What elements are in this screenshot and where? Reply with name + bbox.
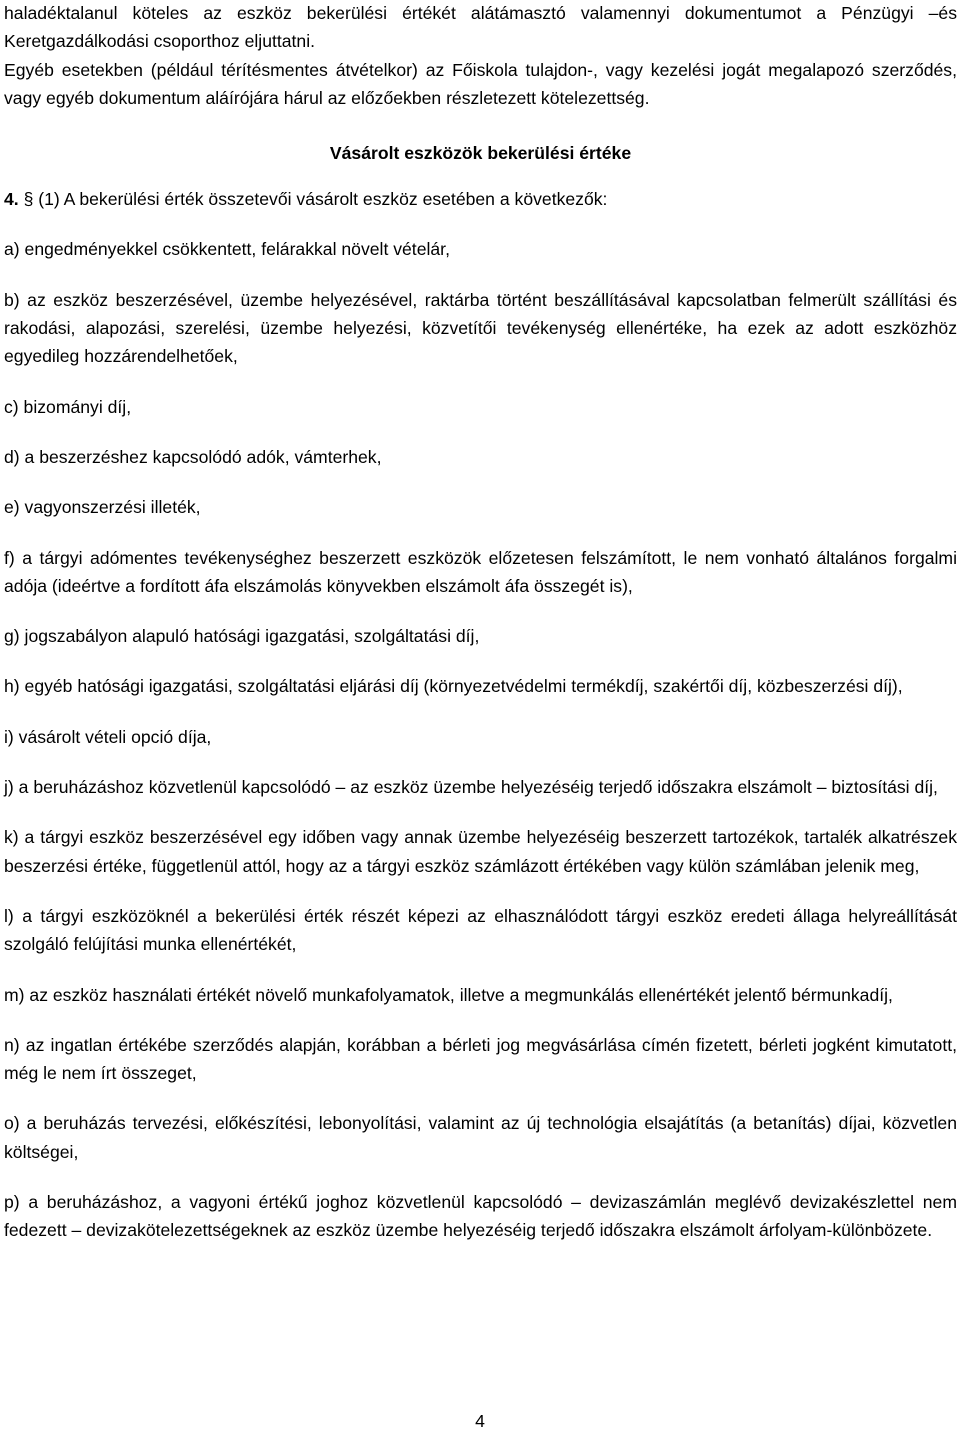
list-item-n: n) az ingatlan értékébe szerződés alapján, korábban a bérleti jog megvásárlása címén fizetett, bérleti jogként kimutatott, még le nem írt összeget, <box>4 1034 957 1084</box>
list-item-j: j) a beruházáshoz közvetlenül kapcsolódó – az eszköz üzembe helyezéséig terjedő időszakra elszámolt – biztosítási díj, <box>4 777 938 798</box>
document-body <box>4 0 957 1245</box>
list-item-e: e) vagyonszerzési illeték, <box>4 497 201 518</box>
list-item-c: c) bizományi díj, <box>4 396 132 417</box>
intro-paragraph-1: haladéktalanul köteles az eszköz bekerülési értékét alátámasztó valamennyi dokumentumot a Pénzügyi –és Keretgazdálkodási csoporthoz eljuttatni. <box>4 3 957 52</box>
section-lead-text: (1) A bekerülési érték összetevői vásárolt eszköz esetében a következők: <box>38 189 608 210</box>
list-item-h: h) egyéb hatósági igazgatási, szolgáltatási eljárási díj (környezetvédelmi termékdíj, szakértői díj, közbeszerzési díj), <box>4 676 903 697</box>
list-item-b: b) az eszköz beszerzésével, üzembe helyezésével, raktárba történt beszállításával kapcsolatban felmerült szállítási és rakodási, alapozási, szerelési, üzembe helyezési, közvetítői tevékenység ellenértéke, ha ezek az adott eszközhöz egyedileg hozzárendelhetőek, <box>4 289 957 367</box>
intro-paragraph-2: Egyéb esetekben (például térítésmentes átvételkor) az Főiskola tulajdon-, vagy kezelési jogát megalapozó szerződés, vagy egyéb dokumentum aláírójára hárul az előzőekben részletezett kötelezettség. <box>4 59 957 108</box>
list-item-p: p) a beruházáshoz, a vagyoni értékű joghoz közvetlenül kapcsolódó – devizaszámlán meglévő devizakészlettel nem fedezett – devizakötelezettségeknek az eszköz üzembe helyezéséig terjedő időszakra elszámolt árfolyam-különbözete. <box>4 1192 957 1241</box>
page-number: 4 <box>475 1411 485 1431</box>
section-lead-paragraph <box>4 185 957 213</box>
list-item-f: f) a tárgyi adómentes tevékenységhez beszerzett eszközök előzetesen felszámított, le nem vonható általános forgalmi adója (ideértve a fordított áfa elszámolás könyvekben elszámolt áfa összegét is), <box>4 547 957 596</box>
list-item-i: i) vásárolt vételi opció díja, <box>4 726 212 747</box>
section-heading: Vásárolt eszközök bekerülési értéke <box>329 143 632 164</box>
list-item-l: l) a tárgyi eszközöknél a bekerülési érték részét képezi az elhasználódott tárgyi eszköz eredeti állaga helyreállítását szolgáló felújítási munka ellenértékét, <box>4 905 957 955</box>
section-symbol: § <box>23 189 34 210</box>
list-item-k: k) a tárgyi eszköz beszerzésével egy időben vagy annak üzembe helyezéséig beszerzett tartozékok, tartalék alkatrészek beszerzési értéke, függetlenül attól, hogy az a tárgyi eszköz számlázott értékében vagy külön számlában jelenik meg, <box>4 827 957 876</box>
list-item-o: o) a beruházás tervezési, előkészítési, lebonyolítási, valamint az új technológia elsajátítás (a betanítás) díjai, közvetlen költségei, <box>4 1113 957 1162</box>
section-number: 4. <box>4 189 19 210</box>
list-item-d: d) a beszerzéshez kapcsolódó adók, vámterhek, <box>4 446 382 467</box>
list-item-a: a) engedményekkel csökkentett, felárakkal növelt vételár, <box>4 239 450 260</box>
list-item-g: g) jogszabályon alapuló hatósági igazgatási, szolgáltatási díj, <box>4 626 480 647</box>
list-item-m: m) az eszköz használati értékét növelő munkafolyamatok, illetve a megmunkálás ellenértékét jelentő bérmunkadíj, <box>4 984 893 1005</box>
